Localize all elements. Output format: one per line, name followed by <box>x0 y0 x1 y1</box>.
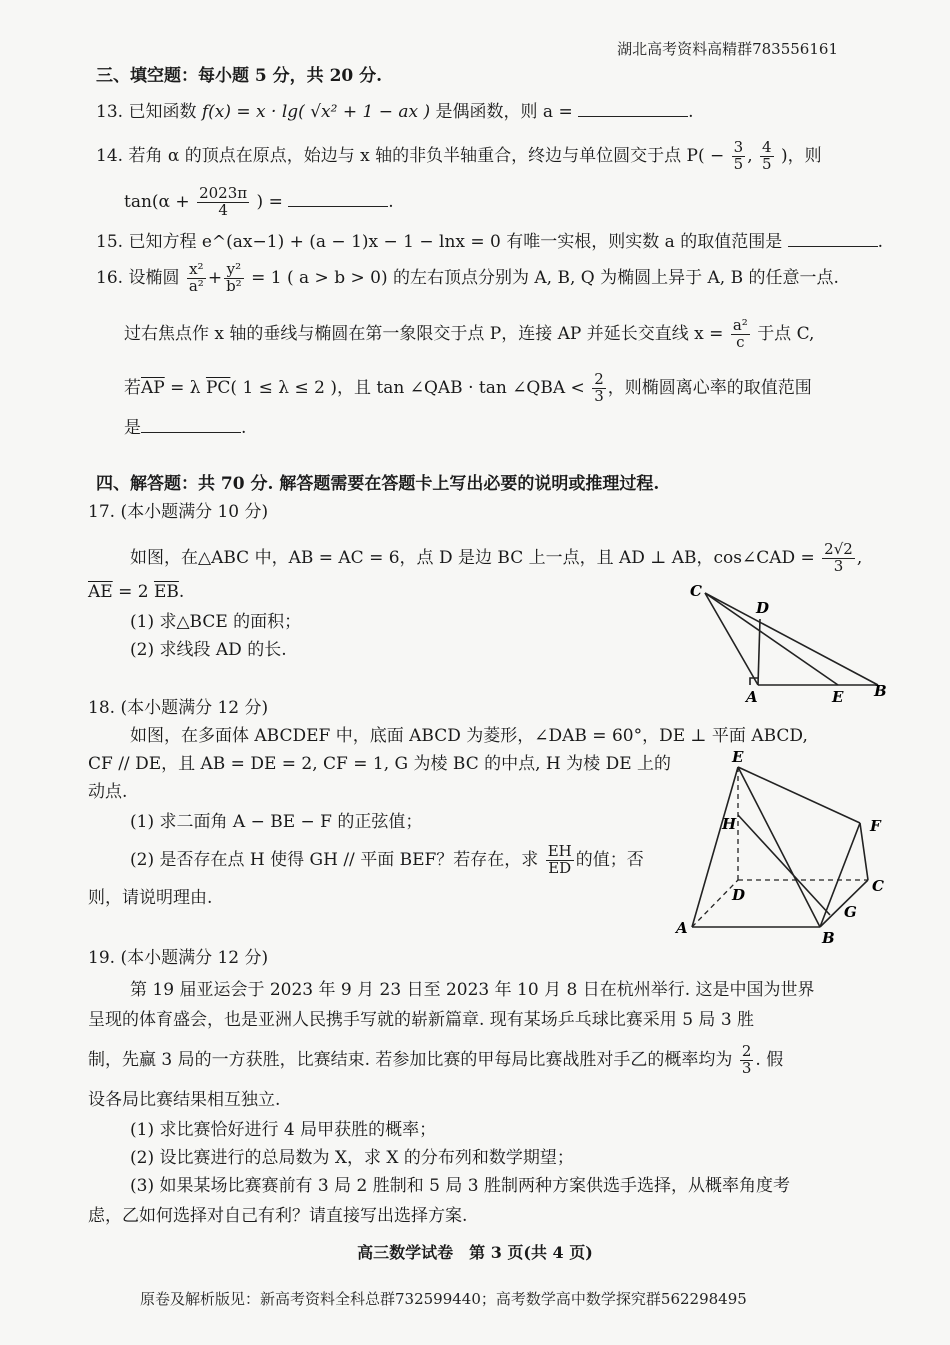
q14-frac-x <box>732 140 746 173</box>
q19-part3b: 虑，乙如何选择对自己有利？请直接写出选择方案. <box>88 1206 468 1226</box>
q15 <box>96 232 883 252</box>
fig18-label-d: D <box>732 886 746 904</box>
q18-ratio-frac <box>546 844 574 877</box>
q19-line2: 呈现的体育盛会，也是亚洲人民携手写就的崭新篇章. 现有某场乒乓球比赛采用 5 局 3 胜 <box>88 1010 755 1030</box>
q18-polyhedron-figure <box>670 745 900 950</box>
q14-point-post: )，则 <box>780 145 822 166</box>
fig18-label-a: A <box>676 919 688 937</box>
q14-frac-x-den: 5 <box>733 154 744 173</box>
q14-line1: 14. 若角 α 的顶点在原点，始边与 x 轴的非负半轴重合，终边与单位圆交于点 P( − $\frac{3}{5}$ , $\frac{4}{5}$ )，则 <box>96 138 822 173</box>
q18-head: 18. (本小题满分 12 分) <box>88 698 269 718</box>
q16-frac-ratio-num: 2 <box>594 370 604 388</box>
fig17-label-e: E <box>832 688 844 706</box>
section3-title: 三、填空题：每小题 5 分，共 20 分. <box>96 66 383 86</box>
q17-triangle-figure <box>680 575 900 710</box>
q13-post: 是偶函数，则 a = <box>435 102 573 122</box>
q14-line2 <box>124 186 394 219</box>
fig18-label-c: C <box>872 877 884 895</box>
fig18-label-h: H <box>722 815 737 833</box>
q17-part1: (1) 求△BCE 的面积； <box>130 612 302 632</box>
fig17-label-d: D <box>756 599 770 617</box>
q16-line1-post: = 1 ( a > b > 0) 的左右顶点分别为 A, B, Q 为椭圆上异于 A, B 的任意一点. <box>251 267 839 288</box>
q17-cos-frac <box>822 542 855 575</box>
q16-frac-y-num: y² <box>224 262 244 279</box>
q16-frac-y <box>224 262 244 295</box>
q16-line2 <box>124 318 814 351</box>
q15-text: 15. 已知方程 e^(ax−1) + (a − 1)x − 1 − lnx = 0 有唯一实根，则实数 a 的取值范围是 <box>96 232 783 252</box>
q14-tan-den: 4 <box>218 200 228 219</box>
q17-vec-eq: = 2 <box>112 582 154 602</box>
q16-frac-x-num: x² <box>187 262 206 279</box>
q13-pre: 13. 已知函数 <box>96 102 197 122</box>
q14-answer-blank <box>288 192 388 207</box>
q18-ratio-den: ED <box>548 858 572 877</box>
q18-part1: (1) 求二面角 A − BE − F 的正弦值； <box>130 812 423 832</box>
q16-frac-ratio-den: 3 <box>594 386 604 405</box>
q17-vec-ae: $\overline{AE}$ <box>88 582 113 602</box>
q13-end: . <box>688 102 694 122</box>
q18-last: 则，请说明理由. <box>88 888 213 908</box>
fig18-edge-ef <box>738 767 860 823</box>
q18-part2-post: 的值；否 <box>575 849 644 870</box>
fig18-label-e: E <box>732 748 744 766</box>
q16-pre: 16. 设椭圆 <box>96 267 180 288</box>
q17-cos-den: 3 <box>833 556 844 575</box>
q16-frac-y-den: b² <box>226 276 242 295</box>
q19-line3-post: . 假 <box>755 1049 784 1070</box>
q18-line3: 动点. <box>88 782 128 802</box>
q17-vec-eb: $\overline{EB}$ <box>153 582 179 602</box>
fig17-label-c: C <box>690 582 702 600</box>
watermark-header: 湖北高考资料高精群783556161 <box>617 40 838 58</box>
q16-line3 <box>124 372 812 405</box>
q19-line4: 设各局比赛结果相互独立. <box>88 1090 281 1110</box>
q14-tan-num: 2023π <box>199 184 248 202</box>
q13 <box>96 102 694 122</box>
q18-part2 <box>130 844 644 877</box>
q17-line1-post: , <box>856 547 863 568</box>
q17-line1 <box>130 542 862 575</box>
q19-part1: (1) 求比赛恰好进行 4 局甲获胜的概率； <box>130 1120 437 1140</box>
q16-frac-c-num: a² <box>732 316 748 334</box>
q16-mid: = λ <box>164 377 206 398</box>
q19-line3 <box>88 1044 783 1077</box>
q14-tan-post: ) = <box>256 191 283 212</box>
page-footer: 高三数学试卷 第 3 页(共 4 页) <box>357 1243 593 1262</box>
q17-cos-num: 2√2 <box>824 540 853 558</box>
fig17-label-b: B <box>874 682 887 700</box>
q16-line2-pre: 过右焦点作 x 轴的垂线与椭圆在第一象限交于点 P，连接 AP 并延长交直线 x = <box>124 323 724 344</box>
fig18-edge-hg <box>738 815 830 915</box>
section4-title: 四、解答题：共 70 分. 解答题需要在答题卡上写出必要的说明或推理过程. <box>96 474 660 494</box>
q14-tan-frac <box>197 186 249 219</box>
q17-line2-end: . <box>178 582 185 602</box>
q16-vec-ap: $\overline{AP}$ <box>141 377 165 398</box>
q13-function: f(x) = x · lg( √x² + 1 − ax ) <box>201 102 431 122</box>
q14-tan-pre: tan(α + <box>124 191 190 212</box>
q16-frac-ratio <box>592 372 606 405</box>
q14-text: 14. 若角 α 的顶点在原点，始边与 x 轴的非负半轴重合，终边与单位圆交于点 <box>96 145 682 166</box>
q14-frac-y-num: 4 <box>762 138 772 156</box>
q14-point-pre: P( − <box>686 145 725 166</box>
q18-part2-pre: (2) 是否存在点 H 使得 GH // 平面 BEF？若存在，求 <box>130 849 539 870</box>
q19-line1: 第 19 届亚运会于 2023 年 9 月 23 日至 2023 年 10 月 8 日在杭州举行. 这是中国为世界 <box>130 980 815 1000</box>
fig18-label-g: G <box>844 903 857 921</box>
q14-end: . <box>388 191 394 212</box>
q16-line4 <box>124 418 246 438</box>
q14-frac-y-den: 5 <box>762 154 772 173</box>
q14-frac-x-num: 3 <box>733 138 744 156</box>
q16-line4-text: 是 <box>124 418 141 438</box>
q16-line3-pre: 若 <box>124 377 141 398</box>
q18-line1: 如图，在多面体 ABCDEF 中，底面 ABCD 为菱形，∠DAB = 60°，DE ⊥ 平面 ABCD, <box>130 726 808 746</box>
q15-answer-blank <box>788 232 878 247</box>
q17-line2 <box>88 582 184 602</box>
q16-plus: + <box>207 267 223 288</box>
q17-head: 17. (本小题满分 10 分) <box>88 502 269 522</box>
q16-frac-x <box>187 262 206 295</box>
q19-head: 19. (本小题满分 12 分) <box>88 948 269 968</box>
q19-line3-pre: 制，先赢 3 局的一方获胜，比赛结束. 若参加比赛的甲每局比赛战胜对手乙的概率均为 <box>88 1049 733 1070</box>
q16-end: . <box>241 418 247 438</box>
fig18-label-b: B <box>822 929 835 947</box>
q18-line2: CF // DE，且 AB = DE = 2, CF = 1, G 为棱 BC 的中点, H 为棱 DE 上的 <box>88 754 672 774</box>
q16-frac-x-den: a² <box>188 276 204 295</box>
q19-part3a: (3) 如果某场比赛赛前有 3 局 2 胜制和 5 局 3 胜制两种方案供选手选择，从概率角度考 <box>130 1176 790 1196</box>
q16-cond: ( 1 ≤ λ ≤ 2 )，且 tan ∠QAB · tan ∠QBA < <box>230 377 585 398</box>
fig18-edge-be <box>738 767 820 927</box>
q19-prob-den: 3 <box>741 1058 752 1077</box>
fig18-label-f: F <box>870 817 881 835</box>
bottom-note: 原卷及解析版见：新高考资料全科总群732599440；高考数学高中数学探究群562298495 <box>140 1290 747 1308</box>
q18-ratio-num: EH <box>547 842 572 860</box>
q19-prob-frac <box>740 1044 754 1077</box>
fig18-edge-fc <box>860 823 868 880</box>
q16-line1 <box>96 262 839 295</box>
q15-end: . <box>877 232 884 252</box>
q14-frac-y <box>760 140 774 173</box>
q19-part2: (2) 设比赛进行的总局数为 X，求 X 的分布列和数学期望； <box>130 1148 574 1168</box>
q16-vec-pc: $\overline{PC}$ <box>205 377 231 398</box>
q16-line2-post: 于点 C, <box>757 323 815 344</box>
q17-part2: (2) 求线段 AD 的长. <box>130 640 287 660</box>
q16-answer-blank <box>141 418 241 433</box>
q16-line3-post: ，则椭圆离心率的取值范围 <box>607 377 812 398</box>
fig17-label-a: A <box>746 688 758 706</box>
q17-line1-pre: 如图，在△ABC 中，AB = AC = 6，点 D 是边 BC 上一点，且 AD ⊥ AB，cos∠CAD = <box>130 547 815 568</box>
fig17-edge-ce <box>705 593 838 685</box>
q19-prob-num: 2 <box>741 1042 752 1060</box>
q13-answer-blank <box>578 102 688 117</box>
q16-frac-c <box>731 318 750 351</box>
q16-frac-c-den: c <box>736 332 745 351</box>
